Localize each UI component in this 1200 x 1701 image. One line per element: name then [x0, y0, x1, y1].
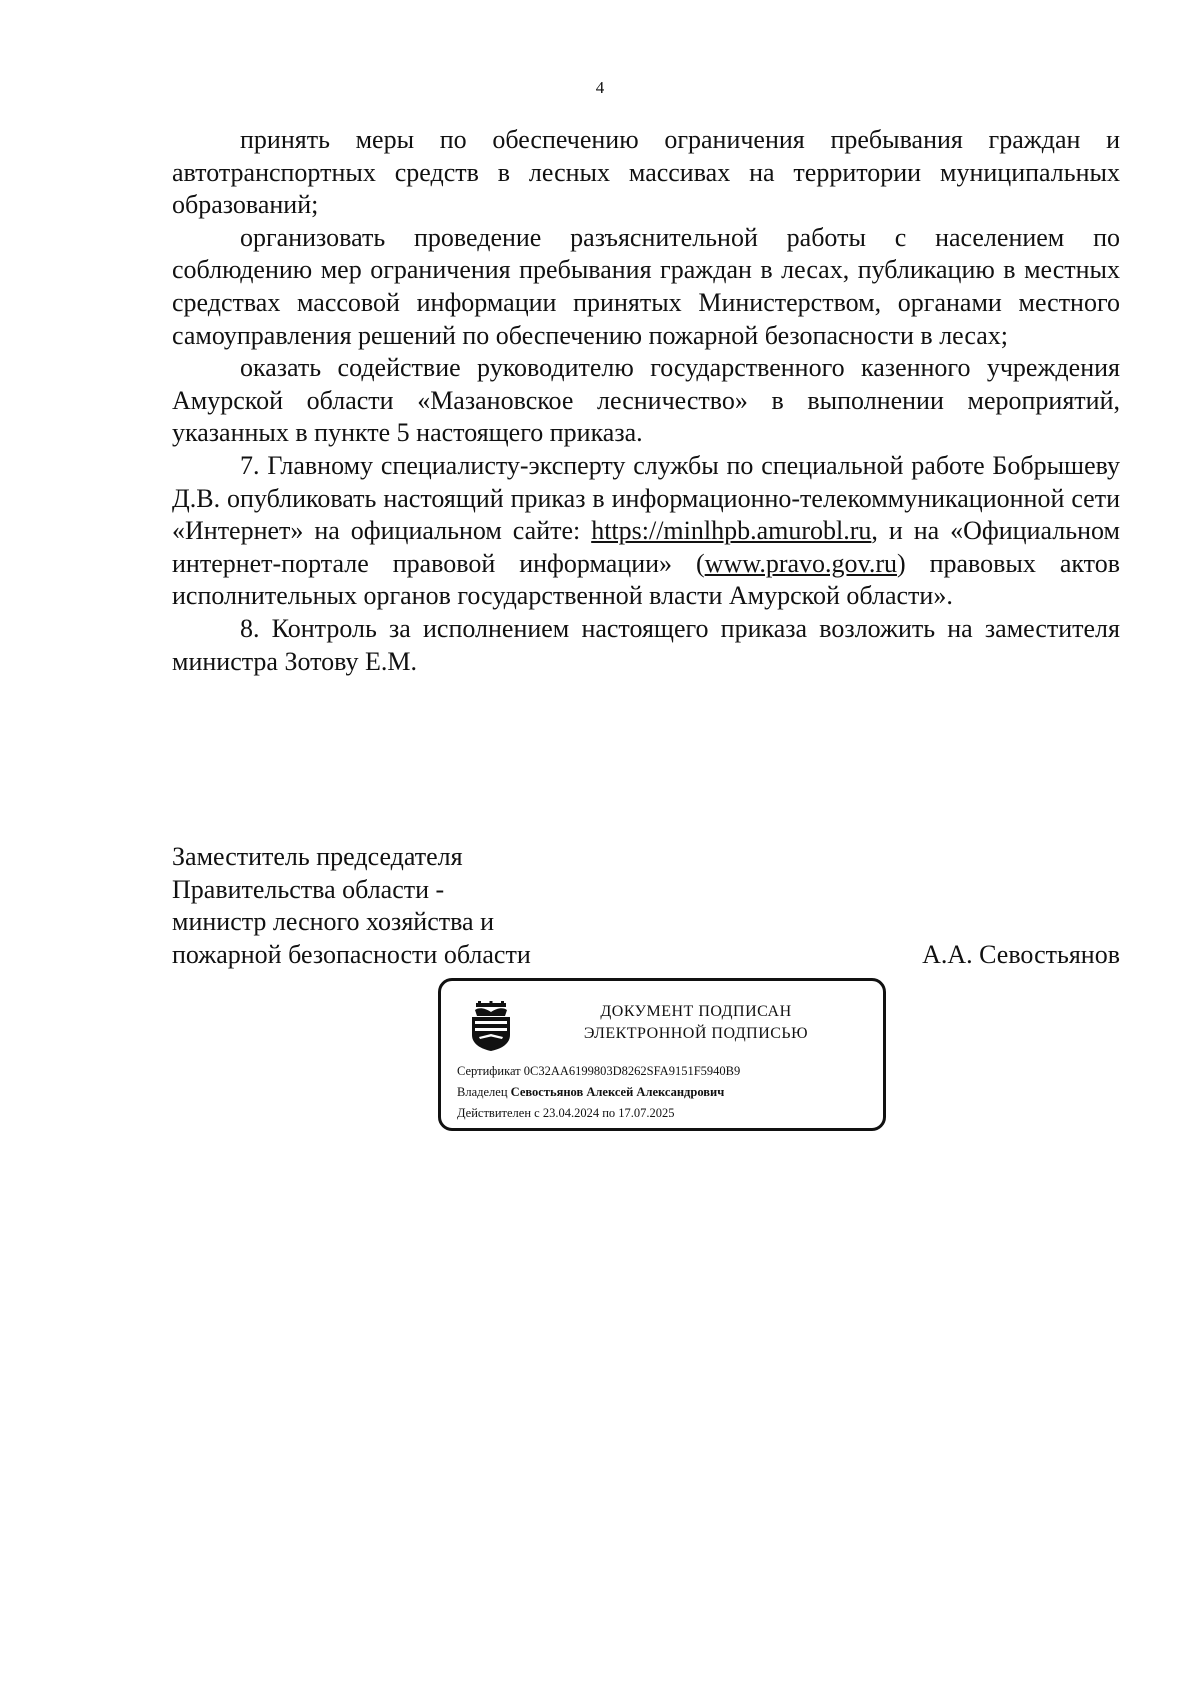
paragraph-restrict-access: принять меры по обеспечению ограничения пребывания граждан и автотранспортных средств в лесных массивах на территории муниципальных образований; — [172, 125, 1120, 220]
signatory-title-line: пожарной безопасности области — [172, 939, 531, 969]
ministry-site-link[interactable]: https://minlhpb.amurobl.ru — [591, 516, 872, 546]
stamp-header-line: ЭЛЕКТРОННОЙ ПОДПИСЬЮ — [583, 1025, 809, 1042]
valid-to-prefix: по — [602, 1106, 616, 1120]
paragraph-item-8: 8. Контроль за исполнением настоящего приказа возложить на заместителя министра Зотову Е.М. — [172, 613, 1120, 676]
validity-label: Действителен — [457, 1106, 532, 1120]
signatory-title-line: Заместитель председателя — [172, 842, 463, 871]
signatory-title-line: Правительства области - — [172, 874, 445, 904]
valid-to-date: 17.07.2025 — [618, 1106, 675, 1120]
stamp-header-line: ДОКУМЕНТ ПОДПИСАН — [600, 1003, 792, 1020]
stamp-details — [457, 1061, 740, 1124]
paragraph-item-7 — [172, 450, 1120, 613]
certificate-label: Сертификат — [457, 1064, 521, 1078]
owner-line — [457, 1082, 740, 1103]
owner-value: Севостьянов Алексей Александрович — [510, 1085, 725, 1099]
signatory-title-line: министр лесного хозяйства и — [172, 907, 494, 937]
coat-of-arms-icon — [469, 1001, 513, 1051]
item-7-text-part2: , и на «Официальном интернет-портале правовой информации» ( — [172, 516, 1120, 578]
item-7-text-part3: ) правовых актов исполнительных органов государственной власти Амурской области». — [172, 548, 1120, 611]
stamp-header — [523, 1001, 869, 1045]
pravo-portal-link[interactable]: www.pravo.gov.ru — [704, 548, 897, 578]
electronic-signature-stamp — [438, 978, 886, 1131]
paragraph-explanatory-work: организовать проведение разъяснительной работы с населением по соблюдению мер ограничения пребывания граждан в лесах, публикацию в местных средствах массовой информации принятых Министерством, органами местного самоуправления решений по обеспечению пожарной безопасности в лесах; — [172, 222, 1120, 350]
document-body — [172, 124, 1120, 678]
page-number: 4 — [595, 78, 605, 97]
valid-from-prefix: с — [534, 1106, 540, 1120]
item-7-text-part1: 7. Главному специалисту-эксперту службы по специальной работе Бобрышеву Д.В. опубликовать настоящий приказ в информационно-телекоммуникационной сети «Интернет» на официальном сайте: — [172, 450, 1120, 546]
certificate-line — [457, 1061, 740, 1082]
certificate-value: 0C32AA6199803D8262SFA9151F5940B9 — [523, 1064, 741, 1078]
paragraph-assist-forestry: оказать содействие руководителю государственного казенного учреждения Амурской области «Мазановское лесничество» в выполнении мероприятий, указанных в пункте 5 настоящего приказа. — [172, 353, 1120, 448]
valid-from-date: 23.04.2024 — [542, 1106, 600, 1120]
signatory-name: А.А. Севостьянов — [922, 939, 1120, 969]
owner-label: Владелец — [457, 1085, 508, 1099]
validity-line — [457, 1103, 740, 1124]
signature-block — [172, 841, 1120, 971]
